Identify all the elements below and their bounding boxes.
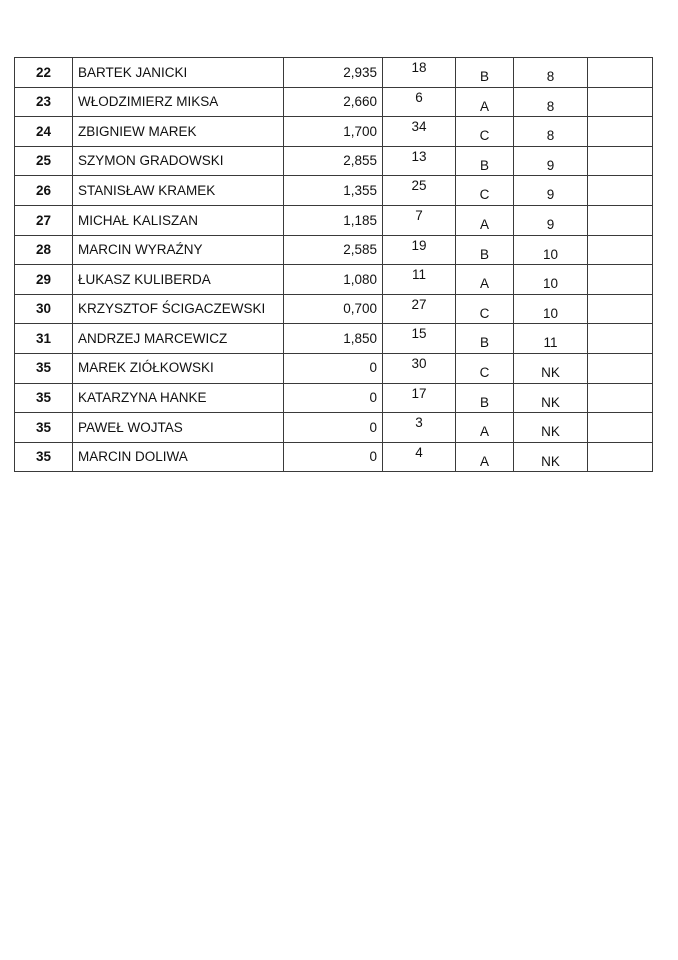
name-cell: MARCIN WYRAŹNY	[73, 235, 284, 265]
place-cell: 29	[15, 265, 73, 295]
table-row	[15, 324, 653, 354]
score-cell: 0	[284, 353, 383, 383]
name-cell: KATARZYNA HANKE	[73, 383, 284, 413]
rank-cell: 10	[514, 265, 588, 295]
start-number-cell: 19	[383, 235, 456, 265]
name-cell: WŁODZIMIERZ MIKSA	[73, 87, 284, 117]
name-cell: PAWEŁ WOJTAS	[73, 413, 284, 443]
table-row	[15, 87, 653, 117]
score-cell: 0	[284, 442, 383, 472]
rank-cell: 9	[514, 205, 588, 235]
start-number-cell: 6	[383, 87, 456, 117]
group-cell: A	[456, 265, 514, 295]
group-cell: B	[456, 235, 514, 265]
group-cell: A	[456, 413, 514, 443]
name-cell: SZYMON GRADOWSKI	[73, 146, 284, 176]
group-cell: A	[456, 205, 514, 235]
name-cell: BARTEK JANICKI	[73, 58, 284, 88]
empty-cell	[588, 205, 653, 235]
empty-cell	[588, 324, 653, 354]
place-cell: 35	[15, 442, 73, 472]
empty-cell	[588, 235, 653, 265]
score-cell: 0	[284, 383, 383, 413]
table-row	[15, 176, 653, 206]
rank-cell: NK	[514, 413, 588, 443]
empty-cell	[588, 294, 653, 324]
name-cell: STANISŁAW KRAMEK	[73, 176, 284, 206]
start-number-cell: 11	[383, 265, 456, 295]
group-cell: A	[456, 87, 514, 117]
group-cell: B	[456, 383, 514, 413]
group-cell: C	[456, 117, 514, 147]
table-row	[15, 353, 653, 383]
table-row	[15, 383, 653, 413]
place-cell: 26	[15, 176, 73, 206]
score-cell: 2,585	[284, 235, 383, 265]
place-cell: 31	[15, 324, 73, 354]
name-cell: ZBIGNIEW MAREK	[73, 117, 284, 147]
place-cell: 28	[15, 235, 73, 265]
group-cell: B	[456, 146, 514, 176]
place-cell: 27	[15, 205, 73, 235]
empty-cell	[588, 117, 653, 147]
score-cell: 0	[284, 413, 383, 443]
name-cell: MICHAŁ KALISZAN	[73, 205, 284, 235]
rank-cell: NK	[514, 442, 588, 472]
place-cell: 22	[15, 58, 73, 88]
empty-cell	[588, 176, 653, 206]
name-cell: MAREK ZIÓŁKOWSKI	[73, 353, 284, 383]
place-cell: 30	[15, 294, 73, 324]
empty-cell	[588, 58, 653, 88]
group-cell: C	[456, 294, 514, 324]
rank-cell: 9	[514, 146, 588, 176]
table-row	[15, 117, 653, 147]
rank-cell: 11	[514, 324, 588, 354]
start-number-cell: 27	[383, 294, 456, 324]
place-cell: 23	[15, 87, 73, 117]
results-table-body	[15, 58, 653, 472]
table-row	[15, 442, 653, 472]
start-number-cell: 4	[383, 442, 456, 472]
empty-cell	[588, 146, 653, 176]
score-cell: 0,700	[284, 294, 383, 324]
place-cell: 35	[15, 383, 73, 413]
group-cell: B	[456, 324, 514, 354]
name-cell: KRZYSZTOF ŚCIGACZEWSKI	[73, 294, 284, 324]
score-cell: 1,185	[284, 205, 383, 235]
name-cell: MARCIN DOLIWA	[73, 442, 284, 472]
empty-cell	[588, 413, 653, 443]
group-cell: C	[456, 176, 514, 206]
start-number-cell: 18	[383, 58, 456, 88]
rank-cell: 8	[514, 87, 588, 117]
place-cell: 35	[15, 353, 73, 383]
table-row	[15, 294, 653, 324]
rank-cell: 10	[514, 294, 588, 324]
table-row	[15, 413, 653, 443]
score-cell: 1,080	[284, 265, 383, 295]
rank-cell: 8	[514, 117, 588, 147]
place-cell: 25	[15, 146, 73, 176]
rank-cell: NK	[514, 353, 588, 383]
table-row	[15, 265, 653, 295]
rank-cell: 9	[514, 176, 588, 206]
table-row	[15, 235, 653, 265]
table-row	[15, 146, 653, 176]
score-cell: 1,850	[284, 324, 383, 354]
score-cell: 1,355	[284, 176, 383, 206]
start-number-cell: 30	[383, 353, 456, 383]
start-number-cell: 3	[383, 413, 456, 443]
rank-cell: NK	[514, 383, 588, 413]
score-cell: 2,660	[284, 87, 383, 117]
empty-cell	[588, 383, 653, 413]
start-number-cell: 13	[383, 146, 456, 176]
empty-cell	[588, 353, 653, 383]
empty-cell	[588, 87, 653, 117]
empty-cell	[588, 265, 653, 295]
group-cell: A	[456, 442, 514, 472]
results-table	[14, 57, 653, 472]
group-cell: B	[456, 58, 514, 88]
group-cell: C	[456, 353, 514, 383]
name-cell: ŁUKASZ KULIBERDA	[73, 265, 284, 295]
start-number-cell: 25	[383, 176, 456, 206]
start-number-cell: 34	[383, 117, 456, 147]
score-cell: 1,700	[284, 117, 383, 147]
place-cell: 35	[15, 413, 73, 443]
name-cell: ANDRZEJ MARCEWICZ	[73, 324, 284, 354]
rank-cell: 8	[514, 58, 588, 88]
rank-cell: 10	[514, 235, 588, 265]
table-row	[15, 205, 653, 235]
start-number-cell: 7	[383, 205, 456, 235]
score-cell: 2,935	[284, 58, 383, 88]
start-number-cell: 17	[383, 383, 456, 413]
table-row	[15, 58, 653, 88]
score-cell: 2,855	[284, 146, 383, 176]
start-number-cell: 15	[383, 324, 456, 354]
place-cell: 24	[15, 117, 73, 147]
empty-cell	[588, 442, 653, 472]
